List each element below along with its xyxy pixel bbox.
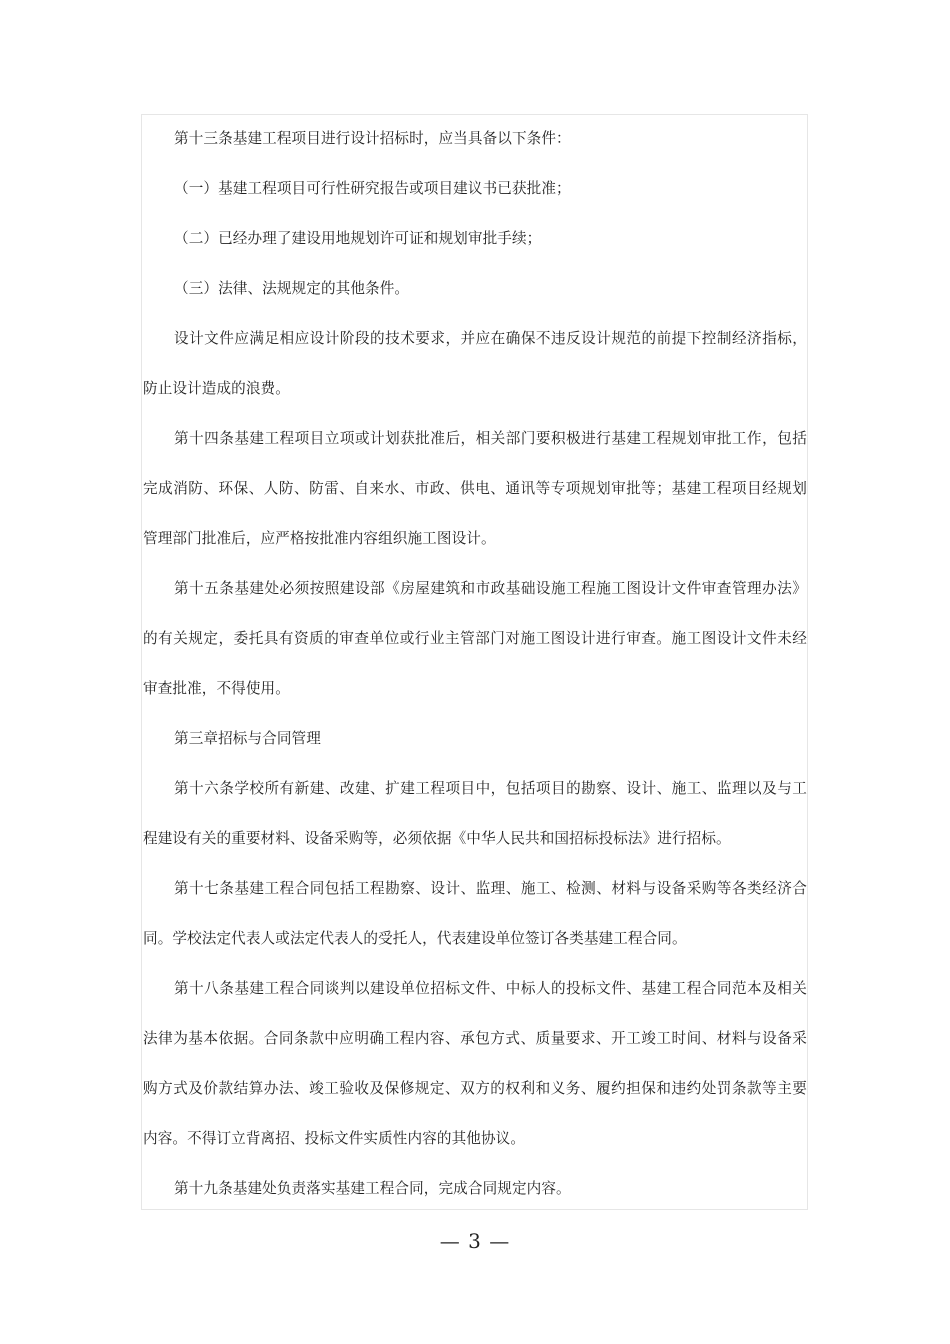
chapter-3-title: 第三章招标与合同管理 [174, 730, 321, 747]
article-13-heading: 第十三条基建工程项目进行设计招标时，应当具备以下条件： [174, 130, 571, 147]
article-16-line-1: 第十六条学校所有新建、改建、扩建工程项目中，包括项目的勘察、设计、施工、监理以及与工 [174, 780, 807, 797]
article-16-line-2: 程建设有关的重要材料、设备采购等，必须依据《中华人民共和国招标投标法》进行招标。 [143, 830, 731, 847]
article-15-line-2: 的有关规定，委托具有资质的审查单位或行业主管部门对施工图设计进行审查。施工图设计文件未经 [143, 630, 807, 647]
article-15-line-1: 第十五条基建处必须按照建设部《房屋建筑和市政基础设施工程施工图设计文件审查管理办法》 [174, 580, 807, 597]
article-17-line-1: 第十七条基建工程合同包括工程勘察、设计、监理、施工、检测、材料与设备采购等各类经济合 [174, 880, 807, 897]
article-13-item-1: （一）基建工程项目可行性研究报告或项目建议书已获批准； [174, 180, 571, 197]
article-13-item-3: （三）法律、法规规定的其他条件。 [174, 280, 410, 297]
article-18-line-1: 第十八条基建工程合同谈判以建设单位招标文件、中标人的投标文件、基建工程合同范本及相关 [174, 980, 807, 997]
article-18-line-4: 内容。不得订立背离招、投标文件实质性内容的其他协议。 [143, 1130, 526, 1147]
article-14-line-3: 管理部门批准后，应严格按批准内容组织施工图设计。 [143, 530, 496, 547]
article-19-line-1: 第十九条基建处负责落实基建工程合同，完成合同规定内容。 [174, 1180, 571, 1197]
article-14-line-2: 完成消防、环保、人防、防雷、自来水、市政、供电、通讯等专项规划审批等；基建工程项目经规划 [143, 480, 807, 497]
design-requirement-line-2: 防止设计造成的浪费。 [143, 380, 290, 397]
article-14-line-1: 第十四条基建工程项目立项或计划获批准后，相关部门要积极进行基建工程规划审批工作，包括 [174, 430, 807, 447]
article-13-item-2: （二）已经办理了建设用地规划许可证和规划审批手续； [174, 230, 542, 247]
design-requirement-line-1: 设计文件应满足相应设计阶段的技术要求，并应在确保不违反设计规范的前提下控制经济指标， [174, 330, 807, 347]
article-18-line-3: 购方式及价款结算办法、竣工验收及保修规定、双方的权利和义务、履约担保和违约处罚条款等主要 [143, 1080, 807, 1097]
article-17-line-2: 同。学校法定代表人或法定代表人的受托人，代表建设单位签订各类基建工程合同。 [143, 930, 687, 947]
article-15-line-3: 审查批准，不得使用。 [143, 680, 290, 697]
document-body [143, 114, 807, 1214]
article-18-line-2: 法律为基本依据。合同条款中应明确工程内容、承包方式、质量要求、开工竣工时间、材料与设备采 [143, 1030, 807, 1047]
page-number: — 3 — [439, 1229, 511, 1253]
